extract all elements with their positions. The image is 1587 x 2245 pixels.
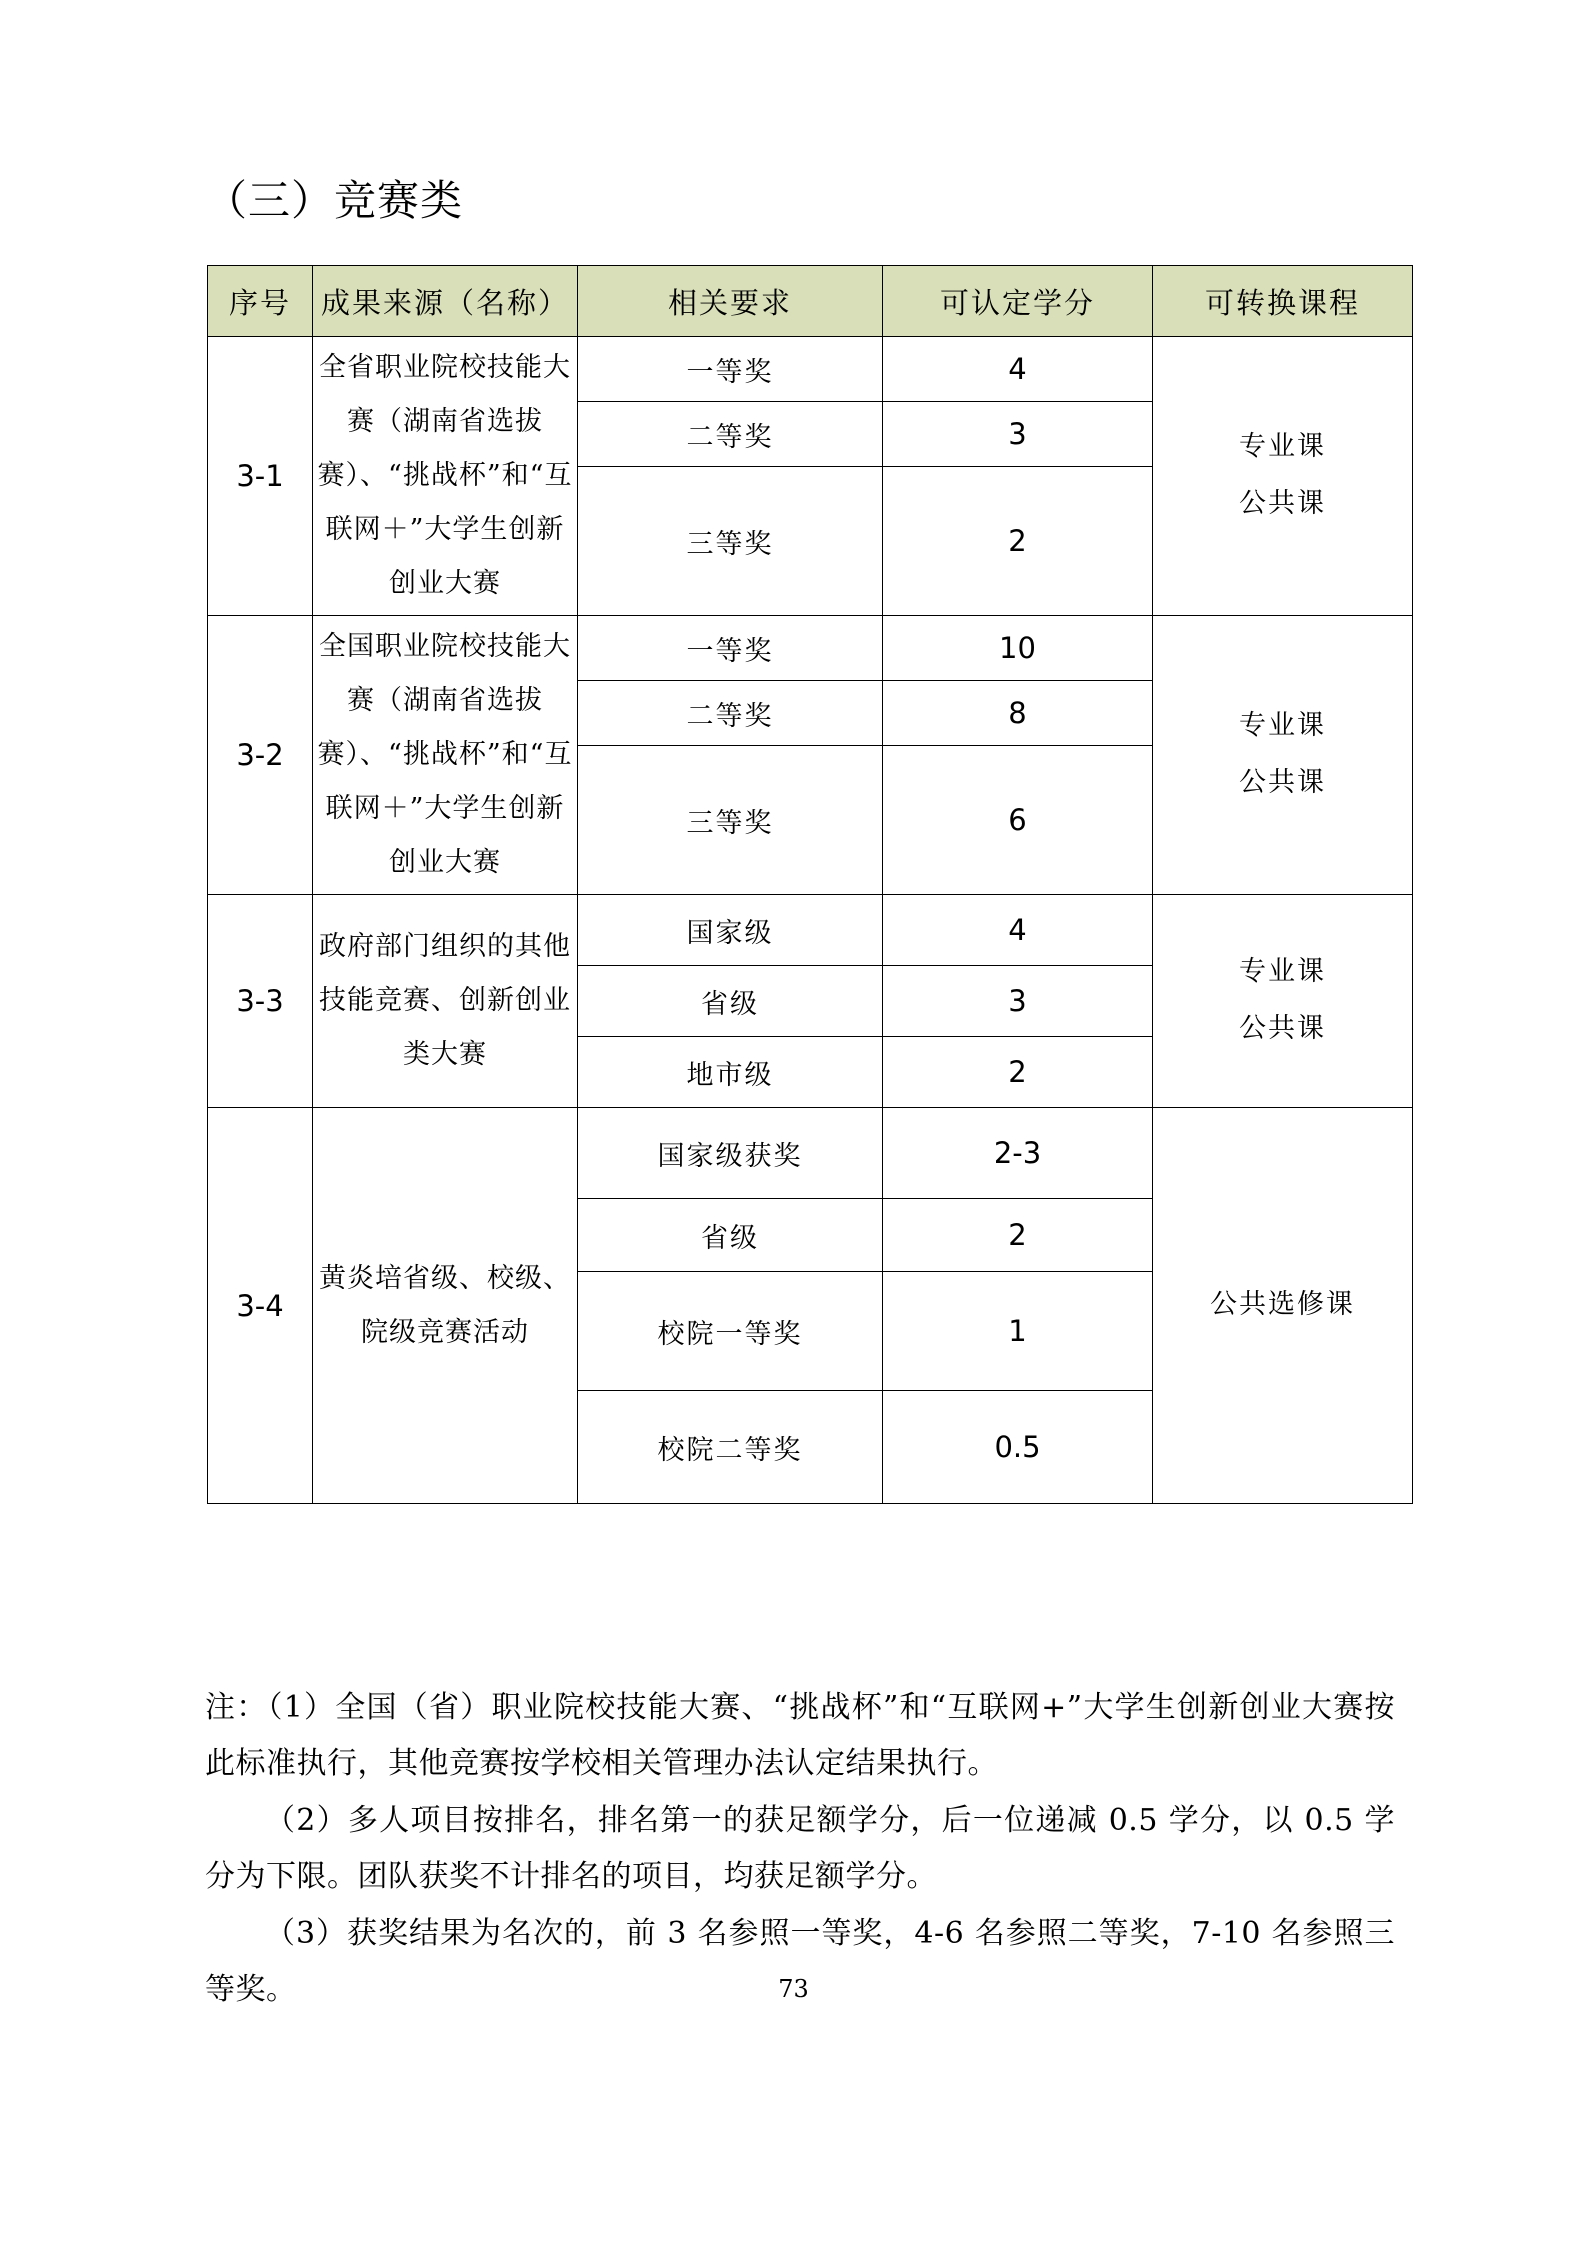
cell-credits: 4 (883, 895, 1153, 966)
cell-requirement: 省级 (578, 1199, 883, 1272)
table-notes (205, 1680, 1395, 2019)
cell-requirement: 国家级获奖 (578, 1108, 883, 1199)
cell-requirement: 地市级 (578, 1037, 883, 1108)
column-header-requirement: 相关要求 (578, 266, 883, 337)
table-row (208, 616, 1413, 681)
note-1: 注：（1）全国（省）职业院校技能大赛、“挑战杯”和“互联网+”大学生创新创业大赛按此标准执行，其他竞赛按学校相关管理办法认定结果执行。 (205, 1690, 1395, 1781)
note-2: （2）多人项目按排名，排名第一的获足额学分，后一位递减 0.5 学分，以 0.5 学分为下限。团队获奖不计排名的项目，均获足额学分。 (205, 1803, 1395, 1894)
table-body (208, 337, 1413, 1504)
cell-source: 政府部门组织的其他技能竞赛、创新创业类大赛 (313, 895, 578, 1108)
cell-requirement: 三等奖 (578, 746, 883, 895)
cell-credits: 10 (883, 616, 1153, 681)
cell-requirement: 校院二等奖 (578, 1391, 883, 1504)
cell-credits: 6 (883, 746, 1153, 895)
convertible-line-2: 公共课 (1239, 488, 1326, 519)
page-number: 73 (778, 1975, 809, 2003)
section-heading: （三）竞赛类 (205, 176, 464, 225)
table-header (208, 266, 1413, 337)
table-row (208, 1108, 1413, 1199)
table-row (208, 895, 1413, 966)
cell-credits: 3 (883, 402, 1153, 467)
note-3: （3）获奖结果为名次的，前 3 名参照一等奖，4-6 名参照二等奖，7-10 名参照三等奖。 (205, 1916, 1395, 2007)
convertible-line-2: 公共课 (1239, 1013, 1326, 1044)
column-header-convertible: 可转换课程 (1153, 266, 1413, 337)
cell-source: 黄炎培省级、校级、院级竞赛活动 (313, 1108, 578, 1504)
cell-requirement: 一等奖 (578, 616, 883, 681)
cell-source: 全国职业院校技能大赛（湖南省选拔赛）、“挑战杯”和“互联网＋”大学生创新创业大赛 (313, 616, 578, 895)
cell-requirement: 省级 (578, 966, 883, 1037)
convertible-line-1: 专业课 (1239, 710, 1326, 742)
table-header-row (208, 266, 1413, 337)
column-header-credits: 可认定学分 (883, 266, 1153, 337)
cell-convertible (1153, 337, 1413, 616)
cell-credits: 8 (883, 681, 1153, 746)
cell-credits: 0.5 (883, 1391, 1153, 1504)
cell-credits: 2 (883, 467, 1153, 616)
cell-convertible (1153, 616, 1413, 895)
cell-requirement: 校院一等奖 (578, 1272, 883, 1391)
convertible-line-1: 专业课 (1239, 956, 1326, 988)
cell-credits: 3 (883, 966, 1153, 1037)
cell-credits: 2 (883, 1037, 1153, 1108)
cell-credits: 4 (883, 337, 1153, 402)
cell-convertible (1153, 1108, 1413, 1504)
cell-convertible (1153, 895, 1413, 1108)
cell-source: 全省职业院校技能大赛（湖南省选拔赛）、“挑战杯”和“互联网＋”大学生创新创业大赛 (313, 337, 578, 616)
cell-no: 3-1 (208, 337, 313, 616)
cell-requirement: 二等奖 (578, 402, 883, 467)
convertible-line-1: 专业课 (1239, 431, 1326, 463)
credit-conversion-table (207, 265, 1413, 1504)
cell-no: 3-4 (208, 1108, 313, 1504)
cell-requirement: 一等奖 (578, 337, 883, 402)
cell-credits: 2 (883, 1199, 1153, 1272)
convertible-line-2: 公共课 (1239, 767, 1326, 798)
cell-credits: 2-3 (883, 1108, 1153, 1199)
column-header-source: 成果来源（名称） (313, 266, 578, 337)
cell-credits: 1 (883, 1272, 1153, 1391)
cell-no: 3-3 (208, 895, 313, 1108)
table-row (208, 337, 1413, 402)
cell-requirement: 三等奖 (578, 467, 883, 616)
convertible-line-1: 公共选修课 (1210, 1289, 1355, 1321)
cell-requirement: 国家级 (578, 895, 883, 966)
cell-no: 3-2 (208, 616, 313, 895)
cell-requirement: 二等奖 (578, 681, 883, 746)
column-header-no: 序号 (208, 266, 313, 337)
